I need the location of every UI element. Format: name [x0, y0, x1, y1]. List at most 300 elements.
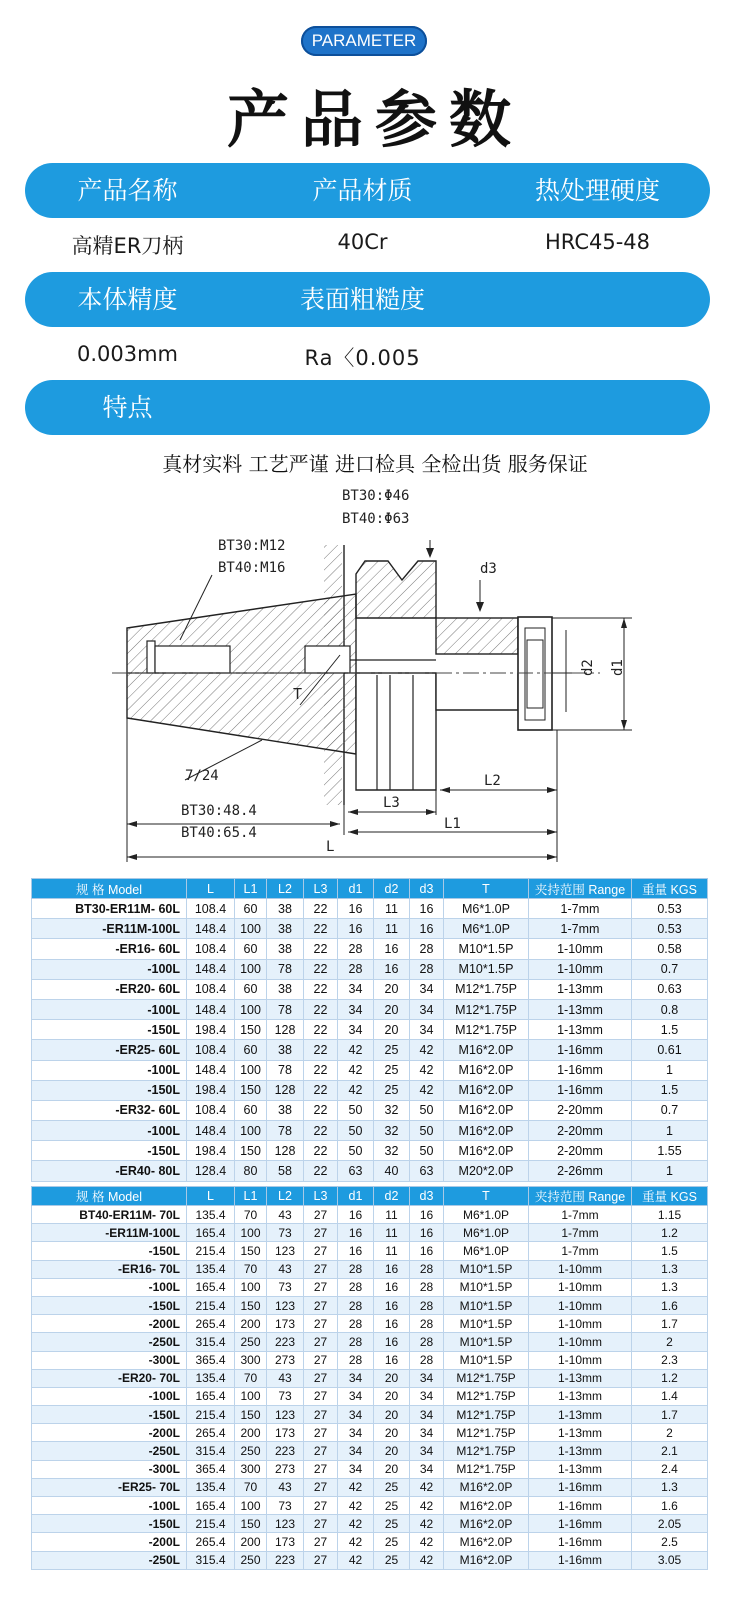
- table-cell: 135.4: [187, 1478, 235, 1496]
- model-cell: -100L: [32, 959, 187, 979]
- table-cell: 28: [410, 1351, 444, 1369]
- table-cell: 34: [410, 1369, 444, 1387]
- table-cell: 1-13mm: [529, 1406, 632, 1424]
- model-cell: -100L: [32, 999, 187, 1019]
- table-header-row: [32, 1187, 708, 1206]
- table-cell: 150: [235, 1080, 267, 1100]
- model-cell: -250L: [32, 1442, 187, 1460]
- table-cell: 20: [374, 1020, 410, 1040]
- table-cell: 20: [374, 1369, 410, 1387]
- table-row: [32, 1161, 708, 1181]
- table-cell: 2-20mm: [529, 1121, 632, 1141]
- table-cell: 108.4: [187, 979, 235, 999]
- table-cell: 42: [410, 1515, 444, 1533]
- table-cell: 27: [304, 1551, 338, 1569]
- table-cell: 150: [235, 1242, 267, 1260]
- table-row: [32, 1100, 708, 1120]
- model-cell: -ER16- 70L: [32, 1260, 187, 1278]
- table-cell: 148.4: [187, 1060, 235, 1080]
- table-cell: M10*1.5P: [444, 939, 529, 959]
- table-cell: 250: [235, 1333, 267, 1351]
- table-cell: 1-16mm: [529, 1060, 632, 1080]
- table-cell: 123: [267, 1406, 304, 1424]
- table-cell: 2.5: [632, 1533, 708, 1551]
- table-row: [32, 1242, 708, 1260]
- table-row: [32, 1406, 708, 1424]
- column-header: L3: [304, 1187, 338, 1206]
- table-cell: 22: [304, 1020, 338, 1040]
- table-cell: 25: [374, 1533, 410, 1551]
- table-row: [32, 1060, 708, 1080]
- table-cell: M16*2.0P: [444, 1551, 529, 1569]
- label-L2: L2: [484, 773, 501, 789]
- info-band-1: [25, 163, 710, 218]
- model-cell: -150L: [32, 1080, 187, 1100]
- table-cell: 108.4: [187, 1100, 235, 1120]
- table-cell: 100: [235, 999, 267, 1019]
- table-cell: M12*1.75P: [444, 1020, 529, 1040]
- table-cell: 173: [267, 1315, 304, 1333]
- table-cell: 200: [235, 1533, 267, 1551]
- column-header: L: [187, 1187, 235, 1206]
- table-cell: M16*2.0P: [444, 1080, 529, 1100]
- model-cell: -200L: [32, 1424, 187, 1442]
- table-row: [32, 1478, 708, 1496]
- table-cell: 34: [410, 1442, 444, 1460]
- table-cell: 20: [374, 1424, 410, 1442]
- table-cell: M12*1.75P: [444, 1406, 529, 1424]
- table-cell: 16: [374, 1351, 410, 1369]
- table-cell: 1-10mm: [529, 1333, 632, 1351]
- column-header: T: [444, 1187, 529, 1206]
- table-row: [32, 1206, 708, 1224]
- column-header: 规 格 Model: [32, 1187, 187, 1206]
- table-cell: 2.05: [632, 1515, 708, 1533]
- tool-holder-drawing: [0, 480, 750, 872]
- table-cell: 150: [235, 1141, 267, 1161]
- column-header: d1: [338, 879, 374, 899]
- table-cell: 20: [374, 1442, 410, 1460]
- table-cell: 27: [304, 1206, 338, 1224]
- table-cell: 250: [235, 1442, 267, 1460]
- table-cell: 198.4: [187, 1080, 235, 1100]
- table-cell: M16*2.0P: [444, 1497, 529, 1515]
- table-cell: 265.4: [187, 1424, 235, 1442]
- table-cell: 0.7: [632, 1100, 708, 1120]
- table-cell: 60: [235, 939, 267, 959]
- table-cell: 16: [374, 1315, 410, 1333]
- table-cell: 1-13mm: [529, 1460, 632, 1478]
- table-cell: 215.4: [187, 1296, 235, 1314]
- value-roughness: Ra〈0.005: [304, 346, 421, 370]
- table-row: [32, 1278, 708, 1296]
- table-row: [32, 959, 708, 979]
- table-cell: 108.4: [187, 899, 235, 919]
- model-cell: BT40-ER11M- 70L: [32, 1206, 187, 1224]
- table-cell: 38: [267, 899, 304, 919]
- table-cell: 265.4: [187, 1533, 235, 1551]
- table-cell: 28: [338, 1315, 374, 1333]
- table-cell: 0.63: [632, 979, 708, 999]
- table-cell: 42: [410, 1551, 444, 1569]
- table-cell: 25: [374, 1060, 410, 1080]
- spec-table-bt40: [31, 1186, 708, 1570]
- model-cell: -100L: [32, 1387, 187, 1405]
- table-cell: 70: [235, 1206, 267, 1224]
- table-cell: 20: [374, 979, 410, 999]
- table-cell: 315.4: [187, 1333, 235, 1351]
- model-cell: -100L: [32, 1060, 187, 1080]
- table-cell: 1-10mm: [529, 1296, 632, 1314]
- table-cell: 38: [267, 979, 304, 999]
- table-cell: 20: [374, 1387, 410, 1405]
- features-text: 真材实料 工艺严谨 进口检具 全检出货 服务保证: [162, 452, 588, 476]
- table-cell: 43: [267, 1206, 304, 1224]
- table-cell: 50: [410, 1121, 444, 1141]
- band-label-material: 产品材质: [312, 176, 413, 205]
- table-cell: 16: [410, 899, 444, 919]
- info-band-2: [25, 272, 710, 327]
- table-cell: 22: [304, 899, 338, 919]
- table-cell: 28: [410, 1333, 444, 1351]
- table-cell: 1.55: [632, 1141, 708, 1161]
- table-cell: 2-26mm: [529, 1161, 632, 1181]
- table-cell: 34: [338, 1406, 374, 1424]
- table-cell: 1-10mm: [529, 1260, 632, 1278]
- table-cell: 300: [235, 1351, 267, 1369]
- table-cell: 16: [338, 1206, 374, 1224]
- table-cell: 38: [267, 1100, 304, 1120]
- table-cell: 1.3: [632, 1278, 708, 1296]
- table-cell: 1-16mm: [529, 1497, 632, 1515]
- table-cell: 128: [267, 1080, 304, 1100]
- table-cell: 165.4: [187, 1278, 235, 1296]
- table-cell: 150: [235, 1020, 267, 1040]
- column-header: d3: [410, 879, 444, 899]
- table-cell: M6*1.0P: [444, 1224, 529, 1242]
- table-cell: 1-13mm: [529, 1020, 632, 1040]
- table-cell: 16: [410, 1242, 444, 1260]
- table-cell: 16: [338, 899, 374, 919]
- table-row: [32, 899, 708, 919]
- table-cell: 3.05: [632, 1551, 708, 1569]
- table-cell: 1.3: [632, 1478, 708, 1496]
- table-cell: M12*1.75P: [444, 1460, 529, 1478]
- table-cell: 25: [374, 1515, 410, 1533]
- model-cell: -ER40- 80L: [32, 1161, 187, 1181]
- column-header: L2: [267, 879, 304, 899]
- table-cell: 27: [304, 1278, 338, 1296]
- neck: [436, 618, 518, 654]
- table-cell: 16: [374, 1278, 410, 1296]
- table-cell: 27: [304, 1533, 338, 1551]
- table-cell: 1.2: [632, 1369, 708, 1387]
- table-cell: 34: [410, 979, 444, 999]
- table-cell: 70: [235, 1369, 267, 1387]
- table-cell: 27: [304, 1424, 338, 1442]
- table-cell: 123: [267, 1296, 304, 1314]
- table-cell: 43: [267, 1478, 304, 1496]
- table-cell: 50: [410, 1100, 444, 1120]
- table-cell: 135.4: [187, 1206, 235, 1224]
- column-header: d1: [338, 1187, 374, 1206]
- table-cell: 2: [632, 1333, 708, 1351]
- table-cell: 22: [304, 999, 338, 1019]
- table-cell: 42: [338, 1497, 374, 1515]
- table-cell: M12*1.75P: [444, 1369, 529, 1387]
- table-cell: M20*2.0P: [444, 1161, 529, 1181]
- page-title: 产品参数: [226, 83, 523, 156]
- table-row: [32, 1121, 708, 1141]
- table-cell: 22: [304, 939, 338, 959]
- table-cell: 27: [304, 1315, 338, 1333]
- table-cell: 22: [304, 1100, 338, 1120]
- table-cell: 42: [338, 1478, 374, 1496]
- table-cell: 2.4: [632, 1460, 708, 1478]
- table-cell: 223: [267, 1551, 304, 1569]
- column-header: L1: [235, 1187, 267, 1206]
- table-cell: 73: [267, 1497, 304, 1515]
- table-cell: 70: [235, 1260, 267, 1278]
- table-cell: M6*1.0P: [444, 899, 529, 919]
- table-cell: 38: [267, 1040, 304, 1060]
- column-header: d2: [374, 1187, 410, 1206]
- table-cell: 11: [374, 919, 410, 939]
- table-cell: 20: [374, 1460, 410, 1478]
- column-header: T: [444, 879, 529, 899]
- table-cell: 27: [304, 1242, 338, 1260]
- table-cell: 1-13mm: [529, 1369, 632, 1387]
- table-cell: 78: [267, 1060, 304, 1080]
- table-cell: 34: [338, 999, 374, 1019]
- table-cell: 40: [374, 1161, 410, 1181]
- table-cell: 70: [235, 1478, 267, 1496]
- table-cell: 78: [267, 999, 304, 1019]
- table-row: [32, 1515, 708, 1533]
- table-cell: 123: [267, 1242, 304, 1260]
- table-cell: M10*1.5P: [444, 1315, 529, 1333]
- table-cell: 58: [267, 1161, 304, 1181]
- table-cell: 25: [374, 1551, 410, 1569]
- table-cell: 28: [338, 1333, 374, 1351]
- table-cell: 100: [235, 1497, 267, 1515]
- table-cell: 34: [338, 1020, 374, 1040]
- table-cell: M12*1.75P: [444, 1387, 529, 1405]
- value-hardness: HRC45-48: [544, 230, 651, 254]
- table-cell: 43: [267, 1369, 304, 1387]
- table-cell: 42: [410, 1040, 444, 1060]
- column-header: L3: [304, 879, 338, 899]
- table-cell: 42: [410, 1478, 444, 1496]
- table-cell: 1-7mm: [529, 899, 632, 919]
- table-cell: M16*2.0P: [444, 1533, 529, 1551]
- table-row: [32, 1260, 708, 1278]
- table-cell: 42: [410, 1533, 444, 1551]
- table-cell: 34: [338, 1424, 374, 1442]
- table-cell: 215.4: [187, 1242, 235, 1260]
- table-cell: 42: [338, 1060, 374, 1080]
- table-cell: 27: [304, 1442, 338, 1460]
- parameter-tag: PARAMETER: [301, 26, 427, 56]
- table-cell: 63: [410, 1161, 444, 1181]
- table-cell: 1-13mm: [529, 1424, 632, 1442]
- table-cell: M10*1.5P: [444, 1296, 529, 1314]
- table-cell: 28: [410, 959, 444, 979]
- table-cell: 27: [304, 1351, 338, 1369]
- label-d1: d1: [610, 659, 626, 676]
- table-cell: 16: [410, 1224, 444, 1242]
- table-cell: 223: [267, 1333, 304, 1351]
- table-cell: 265.4: [187, 1315, 235, 1333]
- table-cell: 198.4: [187, 1141, 235, 1161]
- table-cell: 165.4: [187, 1224, 235, 1242]
- table-cell: 22: [304, 1141, 338, 1161]
- table-cell: 32: [374, 1141, 410, 1161]
- table-cell: 100: [235, 1060, 267, 1080]
- table-cell: 16: [374, 1296, 410, 1314]
- table-row: [32, 1296, 708, 1314]
- table-cell: 100: [235, 1278, 267, 1296]
- table-cell: 315.4: [187, 1442, 235, 1460]
- table-cell: 16: [338, 1242, 374, 1260]
- table-cell: 1.7: [632, 1406, 708, 1424]
- table-cell: 165.4: [187, 1497, 235, 1515]
- model-cell: -150L: [32, 1141, 187, 1161]
- table-cell: 300: [235, 1460, 267, 1478]
- table-cell: 60: [235, 1100, 267, 1120]
- table-cell: 2.3: [632, 1351, 708, 1369]
- table-cell: 27: [304, 1224, 338, 1242]
- table-cell: 25: [374, 1040, 410, 1060]
- table-cell: 1-13mm: [529, 1387, 632, 1405]
- table-cell: 42: [338, 1551, 374, 1569]
- table-cell: 20: [374, 999, 410, 1019]
- table-cell: 100: [235, 1121, 267, 1141]
- table-cell: 1.4: [632, 1387, 708, 1405]
- model-cell: -300L: [32, 1460, 187, 1478]
- table-cell: 108.4: [187, 1040, 235, 1060]
- table-cell: 215.4: [187, 1406, 235, 1424]
- model-cell: -200L: [32, 1533, 187, 1551]
- table-cell: 135.4: [187, 1369, 235, 1387]
- table-cell: 73: [267, 1224, 304, 1242]
- table-cell: 42: [338, 1515, 374, 1533]
- table-cell: 25: [374, 1497, 410, 1515]
- table-cell: 32: [374, 1121, 410, 1141]
- column-header: 重量 KGS: [632, 879, 708, 899]
- table-row: [32, 919, 708, 939]
- table-cell: 365.4: [187, 1351, 235, 1369]
- table-cell: 128: [267, 1141, 304, 1161]
- table-cell: 42: [410, 1497, 444, 1515]
- table-cell: 28: [410, 1315, 444, 1333]
- table-cell: 1-7mm: [529, 919, 632, 939]
- table-row: [32, 1551, 708, 1569]
- column-header: 重量 KGS: [632, 1187, 708, 1206]
- table-cell: 28: [338, 1351, 374, 1369]
- table-cell: 11: [374, 1224, 410, 1242]
- table-cell: M10*1.5P: [444, 1333, 529, 1351]
- table-cell: 1.5: [632, 1020, 708, 1040]
- table-cell: 273: [267, 1460, 304, 1478]
- table-cell: 22: [304, 1080, 338, 1100]
- label-L1: L1: [444, 816, 461, 832]
- value-accuracy: 0.003mm: [76, 342, 179, 366]
- value-product-name: 高精ER刀柄: [71, 234, 184, 258]
- table-cell: 25: [374, 1478, 410, 1496]
- model-cell: -ER25- 60L: [32, 1040, 187, 1060]
- table-cell: M16*2.0P: [444, 1141, 529, 1161]
- table-row: [32, 1533, 708, 1551]
- table-cell: 42: [410, 1060, 444, 1080]
- table-cell: M16*2.0P: [444, 1100, 529, 1120]
- table-cell: 27: [304, 1460, 338, 1478]
- table-cell: 1.5: [632, 1080, 708, 1100]
- table-cell: 27: [304, 1406, 338, 1424]
- table-cell: 0.61: [632, 1040, 708, 1060]
- label-d2: d2: [580, 659, 596, 676]
- table-cell: M12*1.75P: [444, 999, 529, 1019]
- table-cell: 1-16mm: [529, 1533, 632, 1551]
- model-cell: -150L: [32, 1515, 187, 1533]
- label-L3: L3: [383, 795, 400, 811]
- table-cell: 42: [410, 1080, 444, 1100]
- table-cell: 16: [338, 1224, 374, 1242]
- table-cell: 16: [338, 919, 374, 939]
- table-cell: 100: [235, 1387, 267, 1405]
- table-cell: 34: [338, 979, 374, 999]
- table-row: [32, 1040, 708, 1060]
- table-cell: 34: [338, 1460, 374, 1478]
- table-cell: 1.2: [632, 1224, 708, 1242]
- table-cell: 150: [235, 1296, 267, 1314]
- table-cell: 60: [235, 899, 267, 919]
- table-cell: 16: [410, 919, 444, 939]
- label-thread-bt40: BT40:M16: [218, 560, 286, 576]
- band-label-features: 特点: [102, 393, 153, 422]
- table-cell: 11: [374, 1206, 410, 1224]
- column-header: 夹持范围 Range: [529, 1187, 632, 1206]
- table-cell: 27: [304, 1369, 338, 1387]
- table-cell: 1-10mm: [529, 1315, 632, 1333]
- table-cell: 0.8: [632, 999, 708, 1019]
- table-cell: 1-10mm: [529, 1278, 632, 1296]
- table-cell: 22: [304, 1040, 338, 1060]
- label-flange-bt40: BT40:Φ63: [342, 511, 410, 527]
- label-flange-bt30: BT30:Φ46: [342, 488, 410, 504]
- table-cell: 100: [235, 919, 267, 939]
- label-taper: 7/24: [185, 768, 219, 784]
- table-cell: 50: [338, 1100, 374, 1120]
- table-cell: 2-20mm: [529, 1141, 632, 1161]
- table-cell: 1.6: [632, 1497, 708, 1515]
- model-cell: -ER11M-100L: [32, 919, 187, 939]
- table-cell: 1-10mm: [529, 939, 632, 959]
- band-label-roughness: 表面粗糙度: [299, 285, 425, 314]
- table-cell: 16: [374, 939, 410, 959]
- model-cell: BT30-ER11M- 60L: [32, 899, 187, 919]
- model-cell: -150L: [32, 1296, 187, 1314]
- table-cell: 34: [410, 1460, 444, 1478]
- table-cell: 27: [304, 1515, 338, 1533]
- table-cell: 42: [338, 1080, 374, 1100]
- table-cell: 27: [304, 1296, 338, 1314]
- table-cell: 73: [267, 1278, 304, 1296]
- table-cell: 1: [632, 1121, 708, 1141]
- table-cell: 11: [374, 1242, 410, 1260]
- table-cell: M12*1.75P: [444, 1424, 529, 1442]
- table-row: [32, 999, 708, 1019]
